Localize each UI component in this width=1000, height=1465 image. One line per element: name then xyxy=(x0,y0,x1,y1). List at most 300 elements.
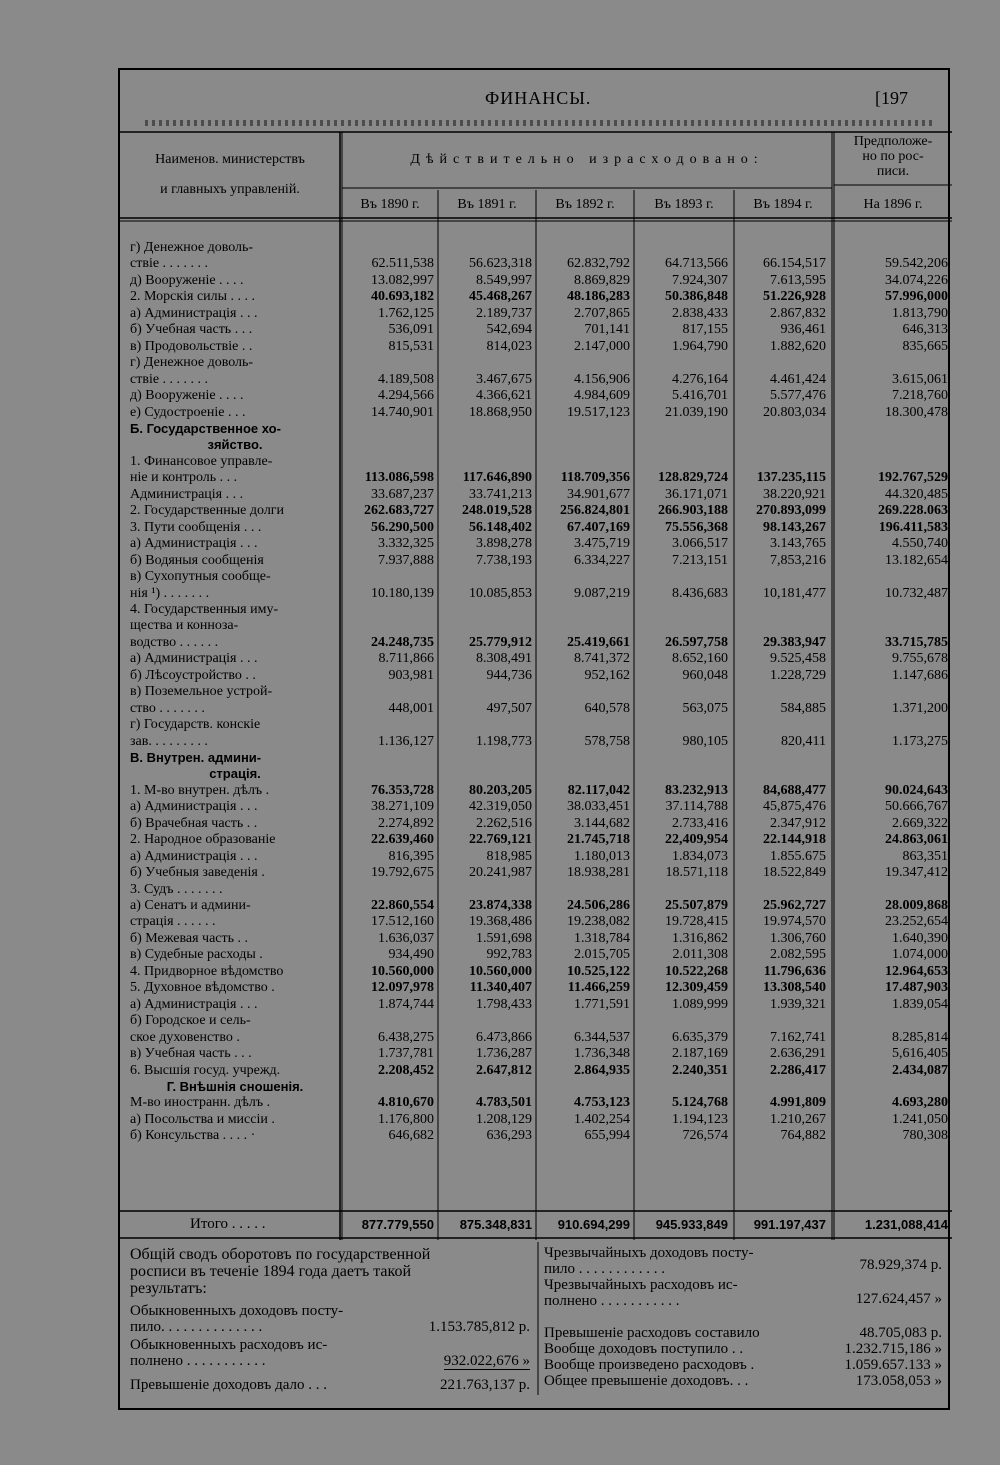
value-cell-1892: 4.156,906 xyxy=(574,371,630,387)
value-cell-1893: 18.571,118 xyxy=(665,865,728,881)
value-cell-1893: 22,409,954 xyxy=(665,832,728,848)
row-label: а) Сенатъ и админи- xyxy=(130,898,251,913)
value-cell-1892: 6.334,227 xyxy=(574,552,630,568)
table-row xyxy=(120,1030,952,1045)
value-cell-1896: 28.009,868 xyxy=(885,898,948,913)
value-cell-1893: 4.276,164 xyxy=(672,371,728,387)
table-row xyxy=(120,355,952,370)
income-surplus-label: Превышеніе доходовъ дало . . . xyxy=(130,1377,327,1393)
column-header-1896: На 1896 г. xyxy=(863,197,923,212)
row-label: нія ¹) . . . . . . . xyxy=(130,585,210,601)
row-label: 5. Духовное вѣдомство . xyxy=(130,980,275,996)
value-cell-1892: 2.707,865 xyxy=(574,305,630,321)
row-label: б) Консульства . . . . · xyxy=(130,1128,256,1144)
value-cell-1892: 19.517,123 xyxy=(567,404,630,420)
value-cell-1892: 24.506,286 xyxy=(567,898,630,913)
value-cell-1890: 934,490 xyxy=(388,947,434,963)
value-cell-1894: 2.082,595 xyxy=(770,947,826,963)
row-label: б) Межевая часть . . xyxy=(130,930,249,946)
table-row xyxy=(120,1128,952,1143)
value-cell-1891: 3.467,675 xyxy=(476,371,532,387)
table-row xyxy=(120,1013,952,1028)
value-cell-1891: 1.798,433 xyxy=(476,996,532,1012)
row-label: е) Судостроеніе . . . xyxy=(130,404,246,420)
total-income-label: Вообще доходовъ поступило . . xyxy=(544,1341,744,1357)
value-cell-1893: 75.556,368 xyxy=(665,519,728,535)
extra-expense-value: 127.624,457 » xyxy=(855,1291,942,1307)
row-label: М-во иностранн. дѣлъ . xyxy=(130,1095,271,1111)
row-label: а) Администрація . . . xyxy=(130,848,258,864)
value-cell-1891: 8.549,997 xyxy=(476,272,532,288)
row-label: а) Администрація . . . xyxy=(130,651,258,667)
page-number: [197 xyxy=(875,88,908,108)
value-cell-1890: 113.086,598 xyxy=(364,470,434,486)
value-cell-1896: 646,313 xyxy=(902,322,948,338)
value-cell-1894: 29.383,947 xyxy=(763,634,826,650)
value-cell-1893: 1.194,123 xyxy=(672,1111,728,1127)
table-row xyxy=(120,964,952,979)
value-cell-1891: 1.208,129 xyxy=(476,1111,532,1127)
row-label: б) Врачебная часть . . xyxy=(130,815,258,831)
extra-income-label-2: пило . . . . . . . . . . . . xyxy=(544,1261,666,1277)
value-cell-1893: 5.124,768 xyxy=(672,1095,728,1111)
value-cell-1894: 25.962,727 xyxy=(763,898,826,913)
row-label: в) Сухопутныя сообще- xyxy=(130,569,271,584)
value-cell-1890: 38.271,109 xyxy=(371,799,434,815)
value-cell-1894: 936,461 xyxy=(780,322,826,338)
value-cell-1890: 4.189,508 xyxy=(378,371,434,387)
table-row xyxy=(120,1063,952,1078)
row-label: б) Водяныя сообщенія xyxy=(130,552,264,568)
value-cell-1892: 10.525,122 xyxy=(567,963,630,979)
value-cell-1891: 8.308,491 xyxy=(476,651,532,667)
value-cell-1896: 1.371,200 xyxy=(892,700,948,716)
row-label: б) Городское и сель- xyxy=(130,1013,251,1029)
value-cell-1896: 9.755,678 xyxy=(892,651,948,667)
value-cell-1891: 1.591,698 xyxy=(476,930,532,946)
value-cell-1894: 7.162,741 xyxy=(770,1029,826,1045)
value-cell-1894: 5.577,476 xyxy=(770,388,826,403)
value-cell-1890: 22.639,460 xyxy=(371,832,434,848)
value-cell-1892: 2.147,000 xyxy=(574,338,630,354)
value-cell-1894: 7,853,216 xyxy=(770,552,826,568)
column-header-1893: Въ 1893 г. xyxy=(654,197,714,212)
value-cell-1893: 6.635,379 xyxy=(672,1029,728,1045)
value-cell-1891: 117.646,890 xyxy=(462,470,532,486)
summary-intro-line3: результатъ: xyxy=(130,1280,207,1297)
value-cell-1894: 38.220,921 xyxy=(763,486,826,502)
value-cell-1894: 11.796,636 xyxy=(763,963,826,979)
table-row xyxy=(120,240,952,255)
ordinary-expense-value: 932.022,676 » xyxy=(443,1353,530,1369)
forecast-header-line1: Предположе- xyxy=(853,134,933,149)
table-row xyxy=(120,717,952,732)
row-label: ство . . . . . . . xyxy=(130,700,205,716)
table-row xyxy=(120,553,952,568)
value-cell-1894: 137.235,115 xyxy=(756,470,826,486)
group-header: Дѣйствительно израсходовано: xyxy=(410,152,764,167)
table-row xyxy=(120,602,952,617)
value-cell-1894: 2.286,417 xyxy=(770,1062,826,1078)
value-cell-1891: 1.736,287 xyxy=(476,1046,532,1061)
row-label: в) Поземельное устрой- xyxy=(130,684,273,700)
value-cell-1890: 33.687,237 xyxy=(371,486,434,502)
row-label: водство . . . . . . xyxy=(130,634,219,650)
value-cell-1894: 1.228,729 xyxy=(770,667,826,683)
table-row xyxy=(120,734,952,749)
value-cell-1896: 18.300,478 xyxy=(885,404,948,420)
row-label: 6. Высшія госуд. учрежд. xyxy=(130,1062,281,1078)
row-label: 2. Государственные долги xyxy=(130,503,285,519)
summary-right xyxy=(544,1245,942,1405)
row-label: в) Продовольствіе . . xyxy=(130,338,253,354)
value-cell-1896: 13.182,654 xyxy=(885,552,948,568)
value-cell-1896: 23.252,654 xyxy=(885,914,948,930)
value-cell-1896: 12.964,653 xyxy=(885,963,948,979)
value-cell-1894: 2.636,291 xyxy=(770,1046,826,1061)
row-label: 2. Народное образованіе xyxy=(130,832,276,848)
value-cell-1890: 2.274,892 xyxy=(378,815,434,831)
value-cell-1896: 1.074,000 xyxy=(892,947,948,963)
value-cell-1890: 56.290,500 xyxy=(371,519,434,535)
ordinary-income-label-2: пило. . . . . . . . . . . . . . xyxy=(130,1319,263,1335)
summary-intro-line1: Общій сводъ оборотовъ по государственной xyxy=(130,1246,431,1263)
total-1892: 910.694,299 xyxy=(557,1217,630,1232)
value-cell-1892: 256.824,801 xyxy=(560,503,630,519)
total-expense-value: 1.059.657.133 » xyxy=(844,1357,942,1373)
summary-left xyxy=(130,1247,530,1407)
value-cell-1891: 11.340,407 xyxy=(469,980,532,996)
row-label: д) Вооруженіе . . . . xyxy=(130,272,244,288)
page-header-title: ФИНАНСЫ. xyxy=(485,88,592,108)
forecast-header-line2: но по рос- xyxy=(862,149,924,164)
row-label: г) Денежное доволь- xyxy=(130,240,254,255)
value-cell-1894: 3.143,765 xyxy=(770,536,826,552)
value-cell-1892: 701,141 xyxy=(584,322,630,338)
table-row xyxy=(120,273,952,288)
total-1890: 877.779,550 xyxy=(361,1217,434,1232)
value-cell-1894: 9.525,458 xyxy=(770,651,826,667)
value-cell-1892: 48.186,283 xyxy=(567,289,630,305)
value-cell-1894: 1.882,620 xyxy=(770,338,826,354)
table-row xyxy=(120,618,952,633)
value-cell-1894: 4.461,424 xyxy=(770,371,826,387)
value-cell-1892: 655,994 xyxy=(584,1128,630,1144)
value-cell-1894: 19.974,570 xyxy=(763,914,826,930)
table-row xyxy=(120,487,952,502)
table-row xyxy=(120,865,952,880)
row-label: г) Государств. конскіе xyxy=(130,717,261,732)
row-label: зяйство. xyxy=(207,437,263,453)
section-heading-row xyxy=(120,421,952,436)
extra-expense-label-2: полнено . . . . . . . . . . . xyxy=(544,1293,680,1309)
value-cell-1896: 90.024,643 xyxy=(885,782,948,798)
value-cell-1891: 56.623,318 xyxy=(469,256,532,272)
table-row xyxy=(120,701,952,716)
total-1894: 991.197,437 xyxy=(753,1217,826,1232)
value-cell-1890: 1.136,127 xyxy=(378,733,434,749)
value-cell-1893: 1.834,073 xyxy=(672,848,728,864)
row-label: а) Администрація . . . xyxy=(130,799,258,815)
row-label: щества и конноза- xyxy=(130,618,239,634)
table-row xyxy=(120,470,952,485)
value-cell-1891: 10.085,853 xyxy=(469,585,532,601)
value-cell-1894: 1.210,267 xyxy=(770,1111,826,1127)
table-row xyxy=(120,586,952,601)
value-cell-1892: 34.901,677 xyxy=(567,486,630,502)
value-cell-1896: 34.074,226 xyxy=(885,272,948,288)
value-cell-1893: 19.728,415 xyxy=(665,914,728,930)
value-cell-1891: 2.262,516 xyxy=(476,815,532,831)
value-cell-1890: 6.438,275 xyxy=(378,1029,434,1045)
value-cell-1892: 11.466,259 xyxy=(567,980,630,996)
ordinary-income-value: 1.153.785,812 р. xyxy=(428,1319,530,1335)
value-cell-1892: 952,162 xyxy=(584,667,630,683)
expense-surplus-label: Превышеніе расходовъ составило xyxy=(544,1325,760,1341)
value-cell-1896: 50.666,767 xyxy=(885,799,948,815)
value-cell-1891: 3.898,278 xyxy=(476,536,532,552)
value-cell-1896: 1.839,054 xyxy=(892,996,948,1012)
table-row xyxy=(120,339,952,354)
value-cell-1890: 12.097,978 xyxy=(371,980,434,996)
table-row xyxy=(120,256,952,271)
value-cell-1892: 1.736,348 xyxy=(574,1046,630,1061)
value-cell-1894: 1.855.675 xyxy=(770,848,826,864)
row-label: 1. М-во внутрен. дѣлъ . xyxy=(130,782,270,798)
value-cell-1894: 98.143,267 xyxy=(763,519,826,535)
table-row xyxy=(120,832,952,847)
value-cell-1893: 2.838,433 xyxy=(672,305,728,321)
value-cell-1892: 8.741,372 xyxy=(574,651,630,667)
value-cell-1890: 76.353,728 xyxy=(371,782,434,798)
table-row xyxy=(120,684,952,699)
value-cell-1890: 1.737,781 xyxy=(378,1046,434,1061)
value-cell-1892: 1.402,254 xyxy=(574,1111,630,1127)
value-cell-1891: 814,023 xyxy=(486,338,532,354)
column-header-1892: Въ 1892 г. xyxy=(555,197,615,212)
value-cell-1891: 20.241,987 xyxy=(469,865,532,881)
value-cell-1891: 2.189,737 xyxy=(476,305,532,321)
value-cell-1893: 7.213,151 xyxy=(672,552,728,568)
extra-income-label-1: Чрезвычайныхъ доходовъ посту- xyxy=(544,1245,754,1261)
value-cell-1891: 818,985 xyxy=(486,848,532,864)
value-cell-1890: 10.560,000 xyxy=(371,963,434,979)
value-cell-1894: 10,181,477 xyxy=(763,585,826,601)
value-cell-1891: 18.868,950 xyxy=(469,404,532,420)
name-header-line2: и главныхъ управленій. xyxy=(160,182,300,197)
value-cell-1891: 944,736 xyxy=(486,667,532,683)
value-cell-1892: 3.144,682 xyxy=(574,815,630,831)
table-row xyxy=(120,651,952,666)
value-cell-1893: 37.114,788 xyxy=(665,799,728,815)
value-cell-1896: 192.767,529 xyxy=(878,470,948,486)
value-cell-1896: 33.715,785 xyxy=(885,634,948,650)
value-cell-1896: 4.550,740 xyxy=(892,536,948,552)
value-cell-1891: 1.198,773 xyxy=(476,733,532,749)
value-cell-1894: 20.803,034 xyxy=(763,404,826,420)
total-1891: 875.348,831 xyxy=(459,1217,532,1232)
table-row xyxy=(120,503,952,518)
row-label: страція. xyxy=(209,766,261,782)
value-cell-1893: 960,048 xyxy=(682,667,728,683)
value-cell-1890: 22.860,554 xyxy=(371,898,434,913)
table-row xyxy=(120,1046,952,1061)
table-row xyxy=(120,931,952,946)
book-page xyxy=(118,68,950,1410)
value-cell-1890: 13.082,997 xyxy=(371,272,434,288)
value-cell-1896: 17.487,903 xyxy=(885,980,948,996)
value-cell-1890: 14.740,901 xyxy=(371,404,434,420)
value-cell-1890: 10.180,139 xyxy=(371,585,434,601)
table-row xyxy=(120,536,952,551)
value-cell-1894: 66.154,517 xyxy=(763,256,826,272)
table-row xyxy=(120,405,952,420)
row-label: страція . . . . . . xyxy=(130,914,216,930)
value-cell-1896: 19.347,412 xyxy=(885,865,948,881)
value-cell-1893: 266.903,188 xyxy=(658,503,728,519)
value-cell-1896: 1.173,275 xyxy=(892,733,948,749)
table-row xyxy=(120,914,952,929)
value-cell-1890: 2.208,452 xyxy=(378,1062,434,1078)
table-row xyxy=(120,635,952,650)
value-cell-1893: 2.733,416 xyxy=(672,815,728,831)
value-cell-1892: 2.864,935 xyxy=(574,1062,630,1078)
total-expense-label: Вообще произведено расходовъ . xyxy=(544,1357,755,1373)
table-row xyxy=(120,816,952,831)
value-cell-1896: 780,308 xyxy=(902,1128,948,1144)
total-surplus-value: 173.058,053 » xyxy=(855,1373,942,1389)
row-label: б) Учебныя заведенія . xyxy=(130,865,265,881)
section-heading-row xyxy=(120,750,952,765)
total-row xyxy=(120,1217,952,1232)
table-row xyxy=(120,388,952,403)
value-cell-1891: 45.468,267 xyxy=(469,289,532,305)
value-cell-1893: 83.232,913 xyxy=(665,782,728,798)
ordinary-expense-label-1: Обыкновенныхъ расходовъ ис- xyxy=(130,1337,328,1353)
value-cell-1894: 84,688,477 xyxy=(763,782,826,798)
value-cell-1893: 1.964,790 xyxy=(672,338,728,354)
value-cell-1893: 8.652,160 xyxy=(672,651,728,667)
value-cell-1896: 7.218,760 xyxy=(892,388,948,403)
value-cell-1893: 64.713,566 xyxy=(665,256,728,272)
row-label: а) Администрація . . . xyxy=(130,305,258,321)
value-cell-1893: 21.039,190 xyxy=(665,404,728,420)
column-header-1894: Въ 1894 г. xyxy=(753,197,813,212)
value-cell-1896: 4.693,280 xyxy=(892,1095,948,1111)
value-cell-1896: 196.411,583 xyxy=(878,519,948,535)
table-row xyxy=(120,898,952,913)
value-cell-1894: 1.306,760 xyxy=(770,930,826,946)
value-cell-1893: 1.316,862 xyxy=(672,930,728,946)
value-cell-1896: 24.863,061 xyxy=(885,832,948,848)
value-cell-1890: 1.874,744 xyxy=(378,996,434,1012)
value-cell-1891: 23.874,338 xyxy=(469,898,532,913)
value-cell-1891: 636,293 xyxy=(486,1128,532,1144)
ordinary-expense-label-2: полнено . . . . . . . . . . . xyxy=(130,1353,266,1369)
table-row xyxy=(120,668,952,683)
value-cell-1893: 10.522,268 xyxy=(665,963,728,979)
section-heading-row xyxy=(120,766,952,781)
value-cell-1892: 3.475,719 xyxy=(574,536,630,552)
row-label: ніе и контроль . . . xyxy=(130,470,238,486)
section-heading-row xyxy=(120,437,952,452)
value-cell-1894: 13.308,540 xyxy=(763,980,826,996)
value-cell-1890: 7.937,888 xyxy=(378,552,434,568)
expense-surplus-value: 48.705,083 р. xyxy=(859,1325,942,1341)
table-row xyxy=(120,783,952,798)
value-cell-1892: 62.832,792 xyxy=(567,256,630,272)
value-cell-1894: 22.144,918 xyxy=(763,832,826,848)
value-cell-1892: 38.033,451 xyxy=(567,799,630,815)
table-row xyxy=(120,322,952,337)
value-cell-1893: 36.171,071 xyxy=(665,486,728,502)
value-cell-1890: 24.248,735 xyxy=(371,634,434,650)
value-cell-1894: 18.522,849 xyxy=(763,865,826,881)
value-cell-1890: 3.332,325 xyxy=(378,536,434,552)
value-cell-1891: 10.560,000 xyxy=(469,963,532,979)
row-label: Администрація . . . xyxy=(130,486,244,502)
value-cell-1892: 19.238,082 xyxy=(567,914,630,930)
value-cell-1896: 2.434,087 xyxy=(892,1062,948,1078)
value-cell-1896: 3.615,061 xyxy=(892,371,948,387)
value-cell-1896: 57.996,000 xyxy=(885,289,948,305)
extra-expense-label-1: Чрезвычайныхъ расходовъ ис- xyxy=(544,1277,738,1293)
total-surplus-label: Общее превышеніе доходовъ. . . xyxy=(544,1373,749,1389)
value-cell-1893: 2.240,351 xyxy=(672,1062,728,1078)
table-row xyxy=(120,569,952,584)
table-row xyxy=(120,997,952,1012)
ordinary-income-label-1: Обыкновенныхъ доходовъ посту- xyxy=(130,1303,344,1319)
value-cell-1891: 992,783 xyxy=(486,947,532,963)
value-cell-1892: 1.318,784 xyxy=(574,930,630,946)
value-cell-1890: 448,001 xyxy=(388,700,434,716)
row-label: ствіе . . . . . . . xyxy=(130,256,209,272)
value-cell-1893: 25.507,879 xyxy=(665,898,728,913)
forecast-header-line3: писи. xyxy=(876,164,910,179)
row-label: ствіе . . . . . . . xyxy=(130,371,209,387)
row-label: 2. Морскія силы . . . . xyxy=(130,289,256,305)
value-cell-1890: 4.810,670 xyxy=(378,1095,434,1111)
value-cell-1896: 1.147,686 xyxy=(892,667,948,683)
value-cell-1893: 563,075 xyxy=(682,700,728,716)
value-cell-1896: 2.669,322 xyxy=(892,815,948,831)
value-cell-1890: 262.683,727 xyxy=(364,503,434,519)
value-cell-1896: 44.320,485 xyxy=(885,486,948,502)
value-cell-1893: 8.436,683 xyxy=(672,585,728,601)
value-cell-1893: 12.309,459 xyxy=(665,980,728,996)
row-label: а) Посольства и миссіи . xyxy=(130,1111,275,1127)
row-label: В. Внутрен. админи- xyxy=(130,750,262,765)
value-cell-1891: 542,694 xyxy=(486,322,532,338)
table-row xyxy=(120,1095,952,1110)
value-cell-1896: 10.732,487 xyxy=(885,585,948,601)
table-row xyxy=(120,454,952,469)
total-1893: 945.933,849 xyxy=(655,1217,728,1232)
value-cell-1891: 80.203,205 xyxy=(469,782,532,798)
value-cell-1890: 19.792,675 xyxy=(371,865,434,881)
table-row xyxy=(120,1112,952,1127)
row-label: ское духовенство . xyxy=(130,1029,240,1045)
value-cell-1890: 17.512,160 xyxy=(371,914,434,930)
value-cell-1892: 8.869,829 xyxy=(574,272,630,288)
value-cell-1892: 1.180,013 xyxy=(574,848,630,864)
value-cell-1891: 56.148,402 xyxy=(469,519,532,535)
summary-intro-line2: росписи въ теченіе 1894 года даетъ такой xyxy=(130,1263,412,1280)
value-cell-1894: 7.613,595 xyxy=(770,272,826,288)
value-cell-1893: 5.416,701 xyxy=(672,388,728,403)
value-cell-1891: 7.738,193 xyxy=(476,552,532,568)
table-row xyxy=(120,520,952,535)
